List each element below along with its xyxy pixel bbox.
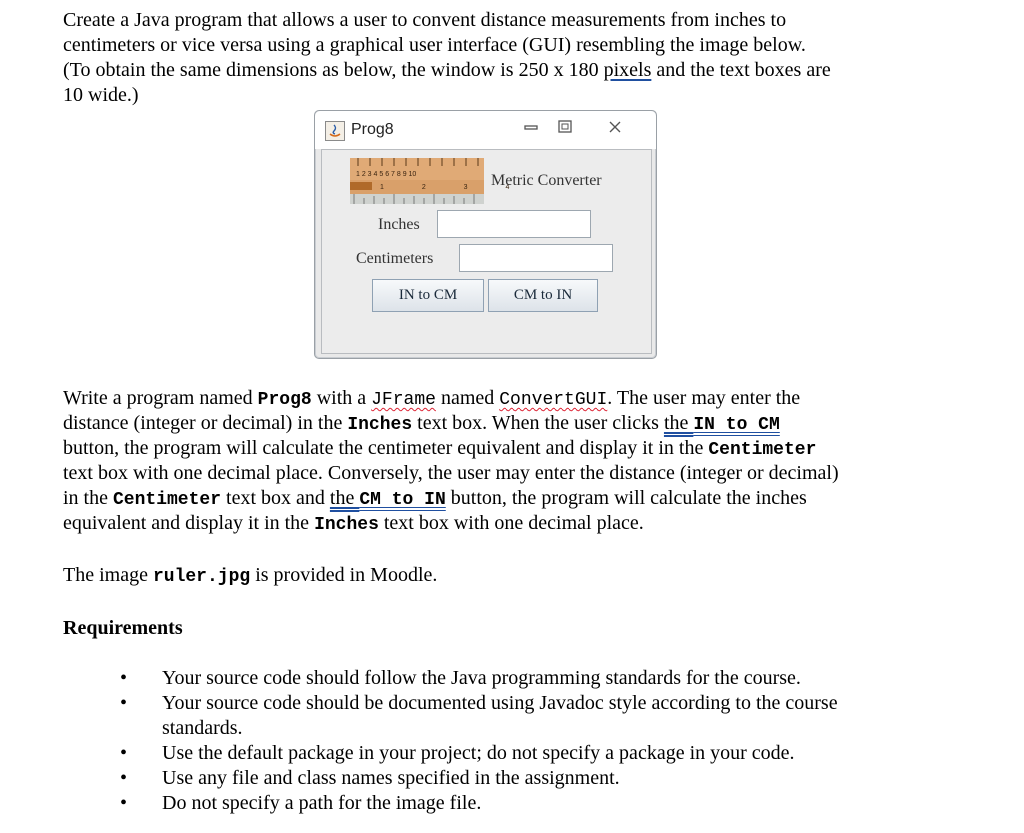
intro-line-2: centimeters or vice versa using a graphical user interface (GUI) resembling the image below. <box>63 34 806 56</box>
ruler-top-numbers: 1 2 3 4 5 6 7 8 9 10 <box>356 171 417 178</box>
requirements-heading: Requirements <box>63 617 183 639</box>
image-note-b: is provided in Moodle. <box>250 564 438 586</box>
requirement-item: • Use any file and class names specified in the assignment. <box>120 766 922 791</box>
requirement-item: • Your source code should follow the Java programming standards for the course. <box>120 666 922 691</box>
requirement-item: • Your source code should be documented using Javadoc style according to the course standards. <box>120 691 922 741</box>
maximize-icon[interactable] <box>551 119 578 139</box>
inches-code-2: Inches <box>314 515 379 535</box>
body-l1-d: . The user may enter the <box>607 387 801 409</box>
body-l3-a: button, the program will calculate the centimeter equivalent and display it in the <box>63 437 709 459</box>
intro-line-3-end: and the text boxes are <box>651 59 831 81</box>
close-icon[interactable] <box>601 119 628 139</box>
ruler-bottom-numbers: 1 2 3 4 <box>380 184 528 191</box>
in-to-cm-code: IN to CM <box>693 415 780 435</box>
ruler-image <box>350 158 528 204</box>
body-l6-a: equivalent and display it in the <box>63 512 315 534</box>
intro-line-3-start: (To obtain the same dimensions as below, the window is 250 x 180 <box>63 59 604 81</box>
requirement-item: • Use the default package in your project; do not specify a package in your code. <box>120 741 922 766</box>
intro-line-3 <box>63 58 831 83</box>
body-line-4: text box with one decimal place. Conversely, the user may enter the distance (integer or decimal) <box>63 462 839 484</box>
minimize-icon[interactable] <box>517 119 544 139</box>
metric-converter-heading: Metric Converter <box>491 172 602 189</box>
body-l1-c: named <box>435 387 500 409</box>
image-note <box>63 563 437 590</box>
centimeter-code-2: Centimeter <box>113 490 222 510</box>
body-l5-the: the <box>329 487 360 509</box>
image-note-a: The image <box>63 564 153 586</box>
window-title-bar <box>315 111 656 149</box>
ruler-jpg-code: ruler.jpg <box>152 567 251 587</box>
centimeters-field[interactable] <box>459 244 613 272</box>
body-l2-the: the <box>663 412 694 434</box>
cm-to-in-button[interactable]: CM to IN <box>488 279 598 312</box>
body-line-5 <box>63 486 807 513</box>
inches-code: Inches <box>347 415 413 435</box>
requirements-list <box>120 666 922 816</box>
inches-label: Inches <box>378 216 420 233</box>
centimeters-label: Centimeters <box>356 250 434 267</box>
body-l2-a: distance (integer or decimal) in the <box>63 412 348 434</box>
body-line-3 <box>63 436 816 463</box>
centimeter-code: Centimeter <box>708 440 817 460</box>
body-l5-a: in the <box>63 487 113 509</box>
intro-line-4: 10 wide.) <box>63 84 139 106</box>
convertgui-code: ConvertGUI <box>499 390 608 410</box>
jframe-code: JFrame <box>371 390 436 410</box>
body-line-6 <box>63 511 644 538</box>
body-l5-c: button, the program will calculate the inches <box>445 487 807 509</box>
body-l1-b: with a <box>311 387 372 409</box>
java-icon <box>325 121 345 141</box>
body-line-2 <box>63 411 780 438</box>
body-l2-b: text box. When the user clicks <box>412 412 664 434</box>
requirement-item: • Do not specify a path for the image file. <box>120 791 922 816</box>
body-l1-a: Write a program named <box>63 387 258 409</box>
intro-line-1: Create a Java program that allows a user to convent distance measurements from inches to <box>63 9 787 31</box>
in-to-cm-button[interactable]: IN to CM <box>372 279 484 312</box>
prog8-code: Prog8 <box>257 390 312 410</box>
cm-to-in-code: CM to IN <box>359 490 446 510</box>
pixels-word: pixels <box>603 59 652 81</box>
body-line-1 <box>63 386 800 413</box>
inches-field[interactable] <box>437 210 591 238</box>
body-l5-b: text box and <box>221 487 330 509</box>
window-title: Prog8 <box>351 121 394 138</box>
body-l6-b: text box with one decimal place. <box>378 512 644 534</box>
